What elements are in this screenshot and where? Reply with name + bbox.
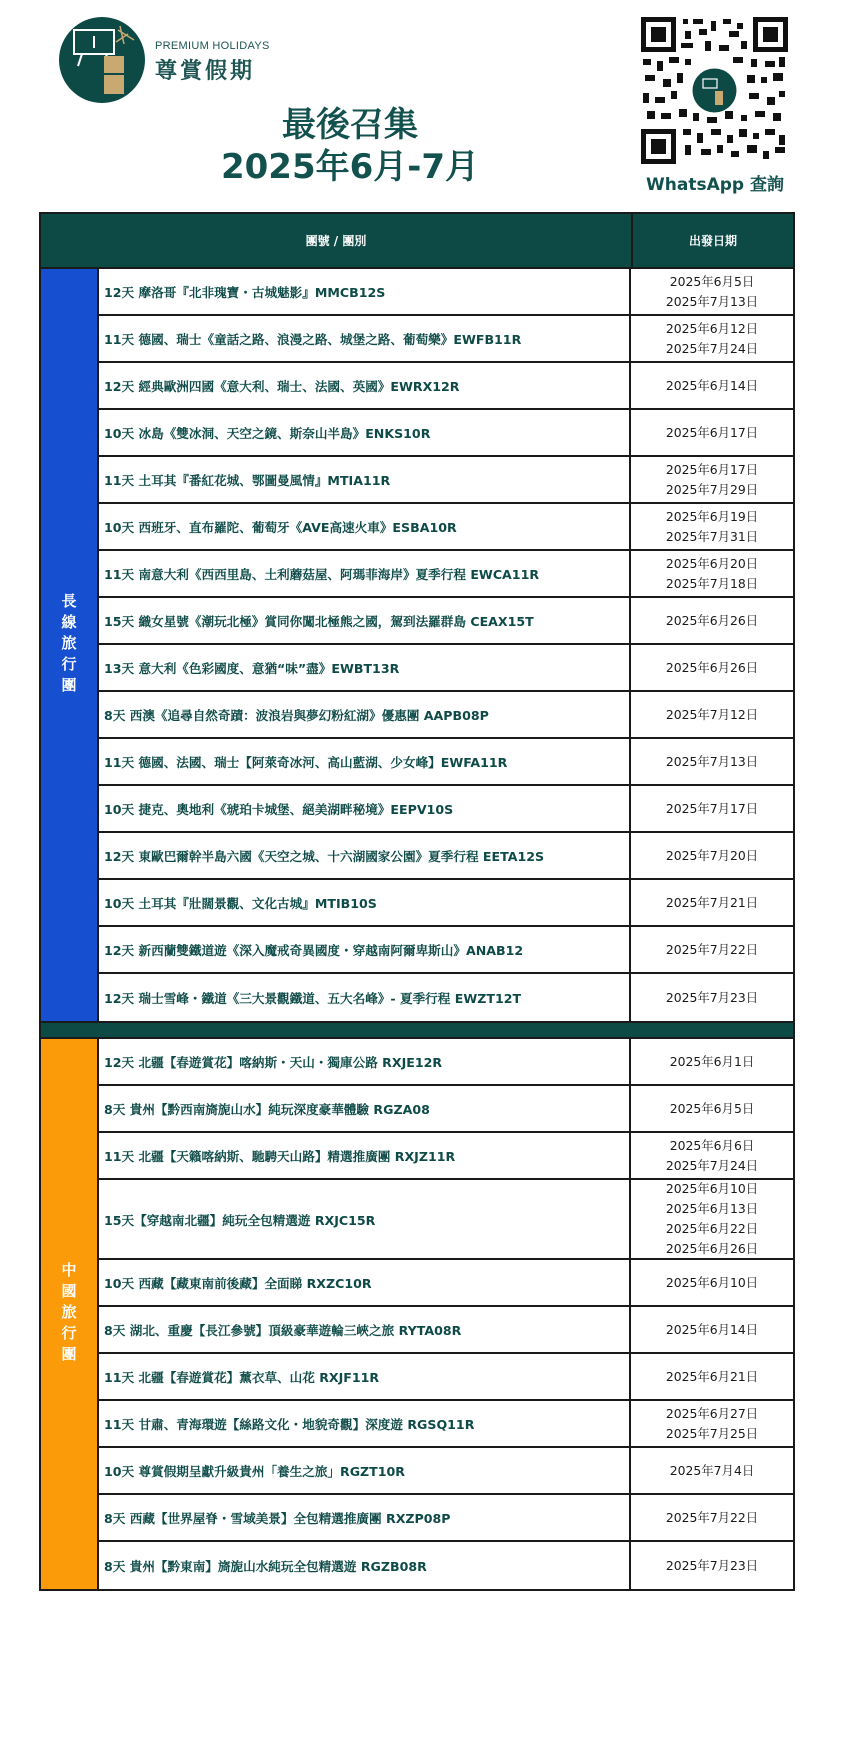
table-row [99,551,793,598]
header-departure-date: 出發日期 [688,234,737,248]
brand-name-zh: 尊賞假期 [155,59,256,84]
departure-dates [631,692,793,737]
departure-dates [631,1039,793,1084]
tour-rows [99,269,793,1021]
departure-date: 2025年6月6日 [669,1137,755,1153]
departure-dates [631,786,793,831]
departure-dates [631,880,793,925]
table-row [99,1180,793,1260]
table-row [99,645,793,692]
table-row [99,692,793,739]
tour-name: 11天 土耳其『番紅花城、鄂圖曼風情』MTIA11R [99,457,631,502]
departure-dates [631,927,793,972]
departure-date: 2025年6月1日 [669,1053,755,1069]
departure-date: 2025年6月21日 [665,1368,759,1384]
table-row [99,833,793,880]
page-title [0,104,700,188]
table-row [99,974,793,1021]
tour-name: 11天 甘肅、青海環遊【絲路文化・地貌奇觀】深度遊 RGSQ11R [99,1401,631,1446]
tour-name: 8天 西藏【世界屋脊・雪域美景】全包精選推廣團 RXZP08P [99,1495,631,1540]
tour-name: 10天 冰島《雙冰洞、天空之鏡、斯奈山半島》ENKS10R [99,410,631,455]
departure-date: 2025年7月31日 [665,528,759,544]
table-row [99,880,793,927]
departure-date: 2025年6月14日 [665,1321,759,1337]
departure-dates [631,739,793,784]
table-row [99,457,793,504]
departure-date: 2025年7月29日 [665,481,759,497]
tour-name: 11天 南意大利《西西里島、土利蘑菇屋、阿瑪菲海岸》夏季行程 EWCA11R [99,551,631,596]
departure-date: 2025年6月5日 [669,273,755,289]
departure-date: 2025年7月22日 [665,1509,759,1525]
departure-date: 2025年6月20日 [665,555,759,571]
table-row [99,410,793,457]
category-label [41,269,99,1021]
title-line-2: 2025年6月-7月 [220,147,480,187]
header-tour: 團號 / 團別 [41,214,633,267]
departure-dates [631,1401,793,1446]
table-header [41,214,793,269]
whatsapp-qr-code[interactable] [641,17,788,164]
departure-dates [631,1354,793,1399]
tour-name: 12天 北疆【春遊賞花】喀納斯・天山・獨庫公路 RXJE12R [99,1039,631,1084]
departure-date: 2025年6月26日 [665,1241,759,1256]
tour-name: 8天 西澳《追尋自然奇蹟：波浪岩與夢幻粉紅湖》優惠團 AAPB08P [99,692,631,737]
category-label [41,1039,99,1589]
departure-date: 2025年6月17日 [665,424,759,440]
tour-name: 11天 北疆【天籟喀納斯、馳騁天山路】精選推廣團 RXJZ11R [99,1133,631,1178]
departure-date: 2025年7月24日 [665,340,759,356]
departure-date: 2025年6月17日 [665,461,759,477]
group-separator [41,1021,793,1039]
departure-date: 2025年7月21日 [665,894,759,910]
departure-date: 2025年6月10日 [665,1181,759,1196]
table-row [99,269,793,316]
tour-name: 12天 東歐巴爾幹半島六國《天空之城、十六湖國家公園》夏季行程 EETA12S [99,833,631,878]
departure-dates [631,1260,793,1305]
brand-logo [58,16,278,108]
departure-dates [631,504,793,549]
departure-dates [631,551,793,596]
departure-dates [631,598,793,643]
departure-date: 2025年6月26日 [665,612,759,628]
departure-date: 2025年6月22日 [665,1221,759,1236]
departure-date: 2025年6月5日 [669,1100,755,1116]
tour-name: 8天 貴州【黔東南】旖旎山水純玩全包精選遊 RGZB08R [99,1542,631,1589]
departure-date: 2025年6月27日 [665,1405,759,1421]
tour-name: 12天 摩洛哥『北非瑰寶・古城魅影』MMCB12S [99,269,631,314]
table-row [99,1354,793,1401]
tour-name: 8天 貴州【黔西南旖旎山水】純玩深度豪華體驗 RGZA08 [99,1086,631,1131]
departure-date: 2025年7月25日 [665,1425,759,1441]
departure-date: 2025年6月13日 [665,1201,759,1216]
departure-dates [631,974,793,1021]
category-label-text: 長線旅行團 [59,592,78,698]
departure-dates [631,645,793,690]
departure-date: 2025年6月26日 [665,659,759,675]
departure-date: 2025年6月12日 [665,320,759,336]
departure-date: 2025年7月24日 [665,1157,759,1173]
departure-dates [631,410,793,455]
tour-name: 12天 新西蘭雙鐵道遊《深入魔戒奇異國度・穿越南阿爾卑斯山》ANAB12 [99,927,631,972]
tour-name: 11天 北疆【春遊賞花】薰衣草、山花 RXJF11R [99,1354,631,1399]
table-row [99,1307,793,1354]
tour-name: 12天 經典歐洲四國《意大利、瑞士、法國、英國》EWRX12R [99,363,631,408]
table-row [99,1039,793,1086]
table-row [99,316,793,363]
brand-wordmark [155,40,270,85]
departure-dates [631,363,793,408]
table-row [99,1260,793,1307]
logo-emblem-icon [58,16,146,104]
departure-dates [631,1133,793,1178]
table-row [99,1401,793,1448]
departure-dates [631,457,793,502]
departure-date: 2025年7月23日 [665,989,759,1005]
title-line-1: 最後召集 [282,105,418,145]
departure-dates [631,1542,793,1589]
china-group [41,1039,793,1589]
departure-date: 2025年6月10日 [665,1274,759,1290]
tour-name: 10天 西班牙、直布羅陀、葡萄牙《AVE高速火車》ESBA10R [99,504,631,549]
tour-table [39,212,795,1591]
departure-dates [631,1307,793,1352]
departure-date: 2025年7月22日 [665,941,759,957]
departure-dates [631,833,793,878]
tour-name: 8天 湖北、重慶【長江參號】頂級豪華遊輪三峽之旅 RYTA08R [99,1307,631,1352]
table-body [41,269,793,1589]
tour-name: 11天 德國、瑞士《童話之路、浪漫之路、城堡之路、葡萄樂》EWFB11R [99,316,631,361]
tour-name: 13天 意大利《色彩國度、意猶“味”盡》EWBT13R [99,645,631,690]
table-row [99,1133,793,1180]
table-row [99,1542,793,1589]
departure-dates [631,1180,793,1258]
departure-date: 2025年6月19日 [665,508,759,524]
departure-dates [631,1086,793,1131]
departure-dates [631,269,793,314]
tour-name: 12天 瑞士雪峰・鐵道《三大景觀鐵道、五大名峰》- 夏季行程 EWZT12T [99,974,631,1021]
page-header [0,0,852,212]
departure-dates [631,316,793,361]
long-haul-group [41,269,793,1021]
table-row [99,739,793,786]
table-row [99,1086,793,1133]
departure-date: 2025年7月4日 [669,1462,755,1478]
tour-name: 15天【穿越南北疆】純玩全包精選遊 RXJC15R [99,1180,631,1258]
departure-dates [631,1448,793,1493]
tour-name: 10天 捷克、奧地利《琥珀卡城堡、絕美湖畔秘境》EEPV10S [99,786,631,831]
table-row [99,786,793,833]
departure-date: 2025年7月17日 [665,800,759,816]
departure-date: 2025年7月12日 [665,706,759,722]
table-row [99,598,793,645]
brand-name-en: PREMIUM HOLIDAYS [155,40,270,52]
table-row [99,504,793,551]
whatsapp-enquiry-label: WhatsApp 查詢 [646,175,784,195]
category-label-text: 中國旅行團 [59,1261,78,1367]
table-row [99,363,793,410]
table-row [99,1495,793,1542]
tour-name: 15天 織女星號《潮玩北極》賞同你闖北極熊之國，駕到法羅群島 CEAX15T [99,598,631,643]
departure-date: 2025年7月18日 [665,575,759,591]
tour-rows [99,1039,793,1589]
departure-date: 2025年7月23日 [665,1557,759,1573]
departure-date: 2025年7月20日 [665,847,759,863]
departure-date: 2025年7月13日 [665,753,759,769]
departure-date: 2025年7月13日 [665,293,759,309]
tour-name: 10天 土耳其『壯闊景觀、文化古城』MTIB10S [99,880,631,925]
tour-name: 10天 西藏【藏東南前後藏】全面睇 RXZC10R [99,1260,631,1305]
departure-dates [631,1495,793,1540]
table-row [99,927,793,974]
departure-date: 2025年6月14日 [665,377,759,393]
tour-name: 11天 德國、法國、瑞士【阿萊奇冰河、高山藍湖、少女峰】EWFA11R [99,739,631,784]
tour-name: 10天 尊賞假期呈獻升級貴州「養生之旅」RGZT10R [99,1448,631,1493]
table-row [99,1448,793,1495]
